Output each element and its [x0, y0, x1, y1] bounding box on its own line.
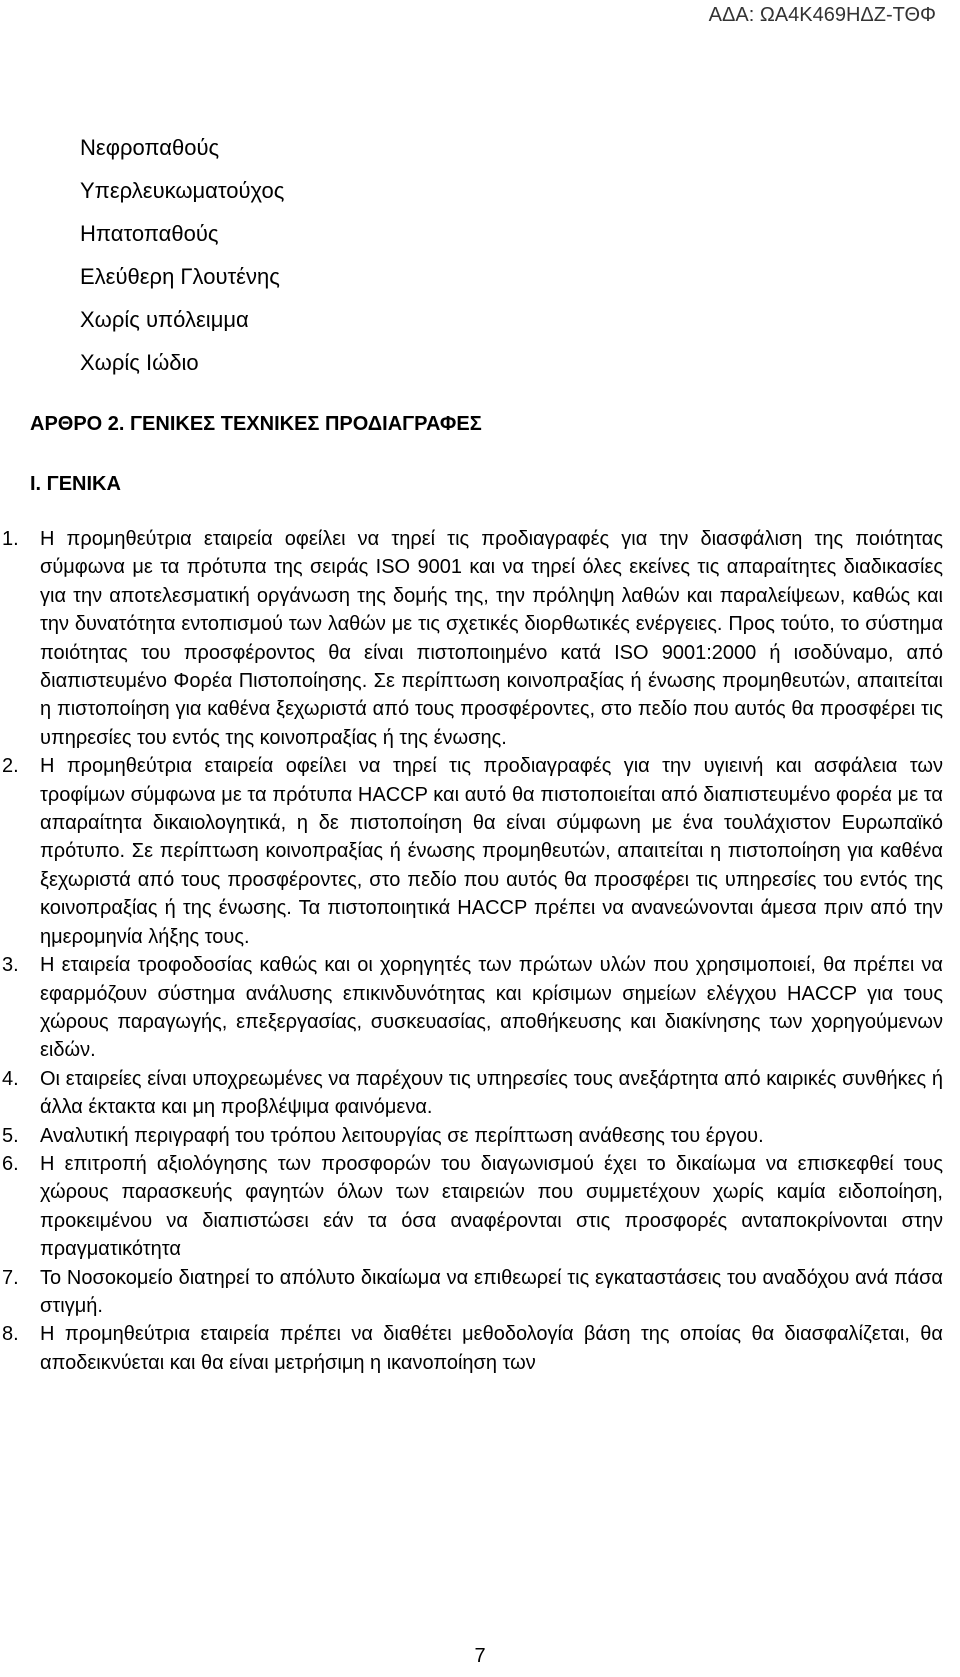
numbered-item [2, 951, 943, 1065]
list-item: Ελεύθερη Γλουτένης [80, 264, 280, 289]
numbered-item [2, 752, 943, 951]
section-title: Ι. ΓΕΝΙΚΑ [30, 473, 121, 495]
list-item: Ηπατοπαθούς [80, 221, 219, 246]
numbered-item [2, 1065, 943, 1122]
item-number: 7. [2, 1266, 19, 1289]
document-code: ΑΔΑ: ΩΑ4Κ469ΗΔΖ-ΤΘΦ [708, 4, 936, 26]
item-text: Η προμηθεύτρια εταιρεία οφείλει να τηρεί τις προδιαγραφές για την διασφάλιση της ποιότητας σύμφωνα με τα πρότυπα της σειράς ISO 9001 και να τηρεί όλες εκείνες τις απαραίτητες διαδικασίες για την αποτελεσματική οργάνωση της δομής της, την πρόληψη λαθών και παραλείψεων, καθώς και την δυνατότητα εντοπισμού των λαθών με τις σχετικές διορθωτικές ενέργειες. Προς τούτο, το σύστημα ποιότητας του προσφέροντος θα είναι πιστοποιημένο κατά ISO 9001:2000 ή ισοδύναμο, από διαπιστευμένο Φορέα Πιστοποίησης. Σε περίπτωση κοινοπραξίας ή ένωσης προμηθευτών, απαιτείται η πιστοποίηση για καθένα ξεχωριστά από τους προσφέροντες, στο πεδίο που αυτός θα προσφέρει τις υπηρεσίες του εντός της κοινοπραξίας ή της ένωσης. [40, 528, 943, 749]
item-number: 8. [2, 1323, 19, 1346]
item-text: Η προμηθεύτρια εταιρεία πρέπει να διαθέτει μεθοδολογία βάση της οποίας θα διασφαλίζεται, θα αποδεικνύεται και θα είναι μετρήσιμη η ικανοποίηση των [40, 1323, 943, 1374]
numbered-item [2, 525, 943, 752]
item-text: Η εταιρεία τροφοδοσίας καθώς και οι χορηγητές των πρώτων υλών που χρησιμοποιεί, θα πρέπει να εφαρμόζουν σύστημα ανάλυσης επικινδυνότητας και κρίσιμων σημείων ελέγχου HACCP για τους χώρους παραγωγής, επεξεργασίας, συσκευασίας, αποθήκευσης και διακίνησης των χορηγούμενων ειδών. [40, 954, 943, 1062]
item-number: 5. [2, 1124, 19, 1147]
item-number: 1. [2, 528, 19, 550]
article-title: ΑΡΘΡΟ 2. ΓΕΝΙΚΕΣ ΤΕΧΝΙΚΕΣ ΠΡΟΔΙΑΓΡΑΦΕΣ [30, 413, 482, 435]
item-number: 3. [2, 954, 19, 977]
list-item: Υπερλευκωματούχος [80, 178, 285, 203]
page-number: 7 [474, 1645, 486, 1667]
item-text: Η επιτροπή αξιολόγησης των προσφορών του διαγωνισμού έχει το δικαίωμα να επισκεφθεί τους χώρους παρασκευής φαγητών όλων των εταιρειών που συμμετέχουν χωρίς καμία ειδοποίηση, προκειμένου να διαπιστώσει εάν τα όσα αναφέρονται στις προσφορές ανταποκρίνονται στην πραγματικότητα [40, 1152, 943, 1261]
item-text: Αναλυτική περιγραφή του τρόπου λειτουργίας σε περίπτωση ανάθεσης του έργου. [40, 1124, 764, 1147]
list-item: Νεφροπαθούς [80, 135, 220, 160]
numbered-list [2, 525, 943, 1377]
item-text: Οι εταιρείες είναι υποχρεωμένες να παρέχουν τις υπηρεσίες τους ανεξάρτητα από καιρικές συνθήκες ή άλλα έκτακτα και μη προβλέψιμα φαινόμενα. [40, 1067, 943, 1119]
item-text: Το Νοσοκομείο διατηρεί το απόλυτο δικαίωμα να επιθεωρεί τις εγκαταστάσεις του αναδόχου ανά πάσα στιγμή. [40, 1266, 943, 1317]
item-number: 6. [2, 1152, 19, 1175]
item-number: 4. [2, 1067, 19, 1090]
item-text: Η προμηθεύτρια εταιρεία οφείλει να τηρεί τις προδιαγραφές για την υγιεινή και ασφάλεια των τροφίμων σύμφωνα με τα πρότυπα HACCP και αυτό θα πιστοποιείται από διαπιστευμένο φορέα με τα απαραίτητα δικαιολογητικά, η δε πιστοποίηση θα είναι σύμφωνη με ένα τουλάχιστον Ευρωπαϊκό πρότυπο. Σε περίπτωση κοινοπραξίας ή ένωσης προμηθευτών, απαιτείται η πιστοποίηση για καθένα ξεχωριστά από τους προσφέροντες, στο πεδίο που αυτός θα προσφέρει τις υπηρεσίες του εντός της κοινοπραξίας ή της ένωσης. Τα πιστοποιητικά HACCP πρέπει να ανανεώνονται άμεσα πριν από την ημερομηνία λήξης τους. [40, 755, 943, 948]
numbered-item [2, 1122, 943, 1150]
diet-list [80, 126, 284, 384]
list-item: Χωρίς υπόλειμμα [80, 307, 249, 332]
numbered-item [2, 1320, 943, 1377]
list-item: Χωρίς Ιώδιο [80, 350, 199, 375]
numbered-item [2, 1150, 943, 1264]
item-number: 2. [2, 755, 19, 778]
numbered-item [2, 1264, 943, 1321]
